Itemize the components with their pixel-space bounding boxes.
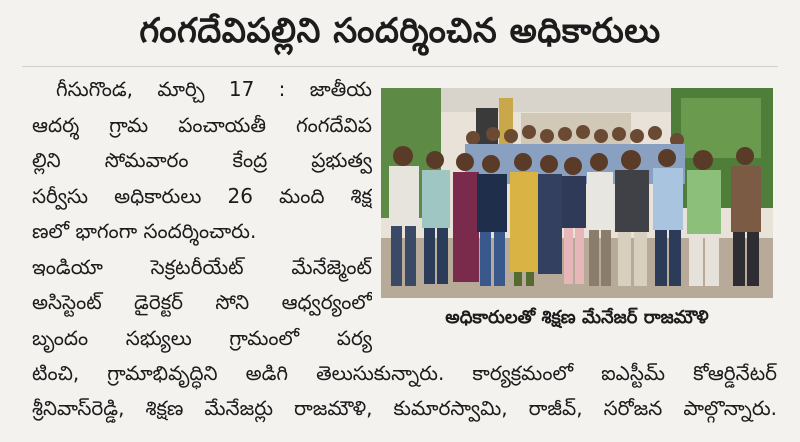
article-line: ఇండియా సెక్రటరీయేట్ మేనేజ్మెంట్	[32, 254, 372, 279]
article-line: ల్లిని సోమవారం కేంద్ర ప్రభుత్వ	[32, 148, 372, 172]
photo-caption: అధికారులతో శిక్షణ మేనేజర్ రాజమౌళి	[445, 307, 709, 328]
article-line: అసిస్టెంట్ డైరెక్టర్ సోని ఆధ్వర్యంలో	[32, 290, 372, 314]
headline-divider	[22, 66, 778, 67]
article-line: సర్వీసు అధికారులు 26 మంది శిక్ష	[32, 183, 372, 208]
article-line: టించి, గ్రామాభివృద్ధిని అడిగి తెలుసుకున్నారు. కార్యక్రమంలో ఐఎస్టీమ్ కోఆర్డినేటర్	[32, 361, 777, 385]
article-line: శ్రీనివాస్‌రెడ్డి, శిక్షణ మేనేజర్లు రాజమౌళి, కుమారస్వామి, రాజీవ్, సరోజన పాల్గొన్నారు.	[32, 396, 777, 420]
article-line: ఆదర్శ గ్రామ పంచాయతీ గంగదేవిప	[32, 112, 372, 137]
headline: గంగదేవిపల్లిని సందర్శించిన అధికారులు	[139, 11, 661, 51]
group-photo	[381, 88, 773, 298]
article-line: ణలో భాగంగా సందర్శించారు.	[32, 219, 257, 243]
article-column	[32, 72, 372, 356]
article-line: గీసుగొండ, మార్చి 17 : జాతీయ	[56, 77, 372, 101]
article-line: బృందం సభ్యులు గ్రామంలో పర్య	[32, 325, 372, 350]
